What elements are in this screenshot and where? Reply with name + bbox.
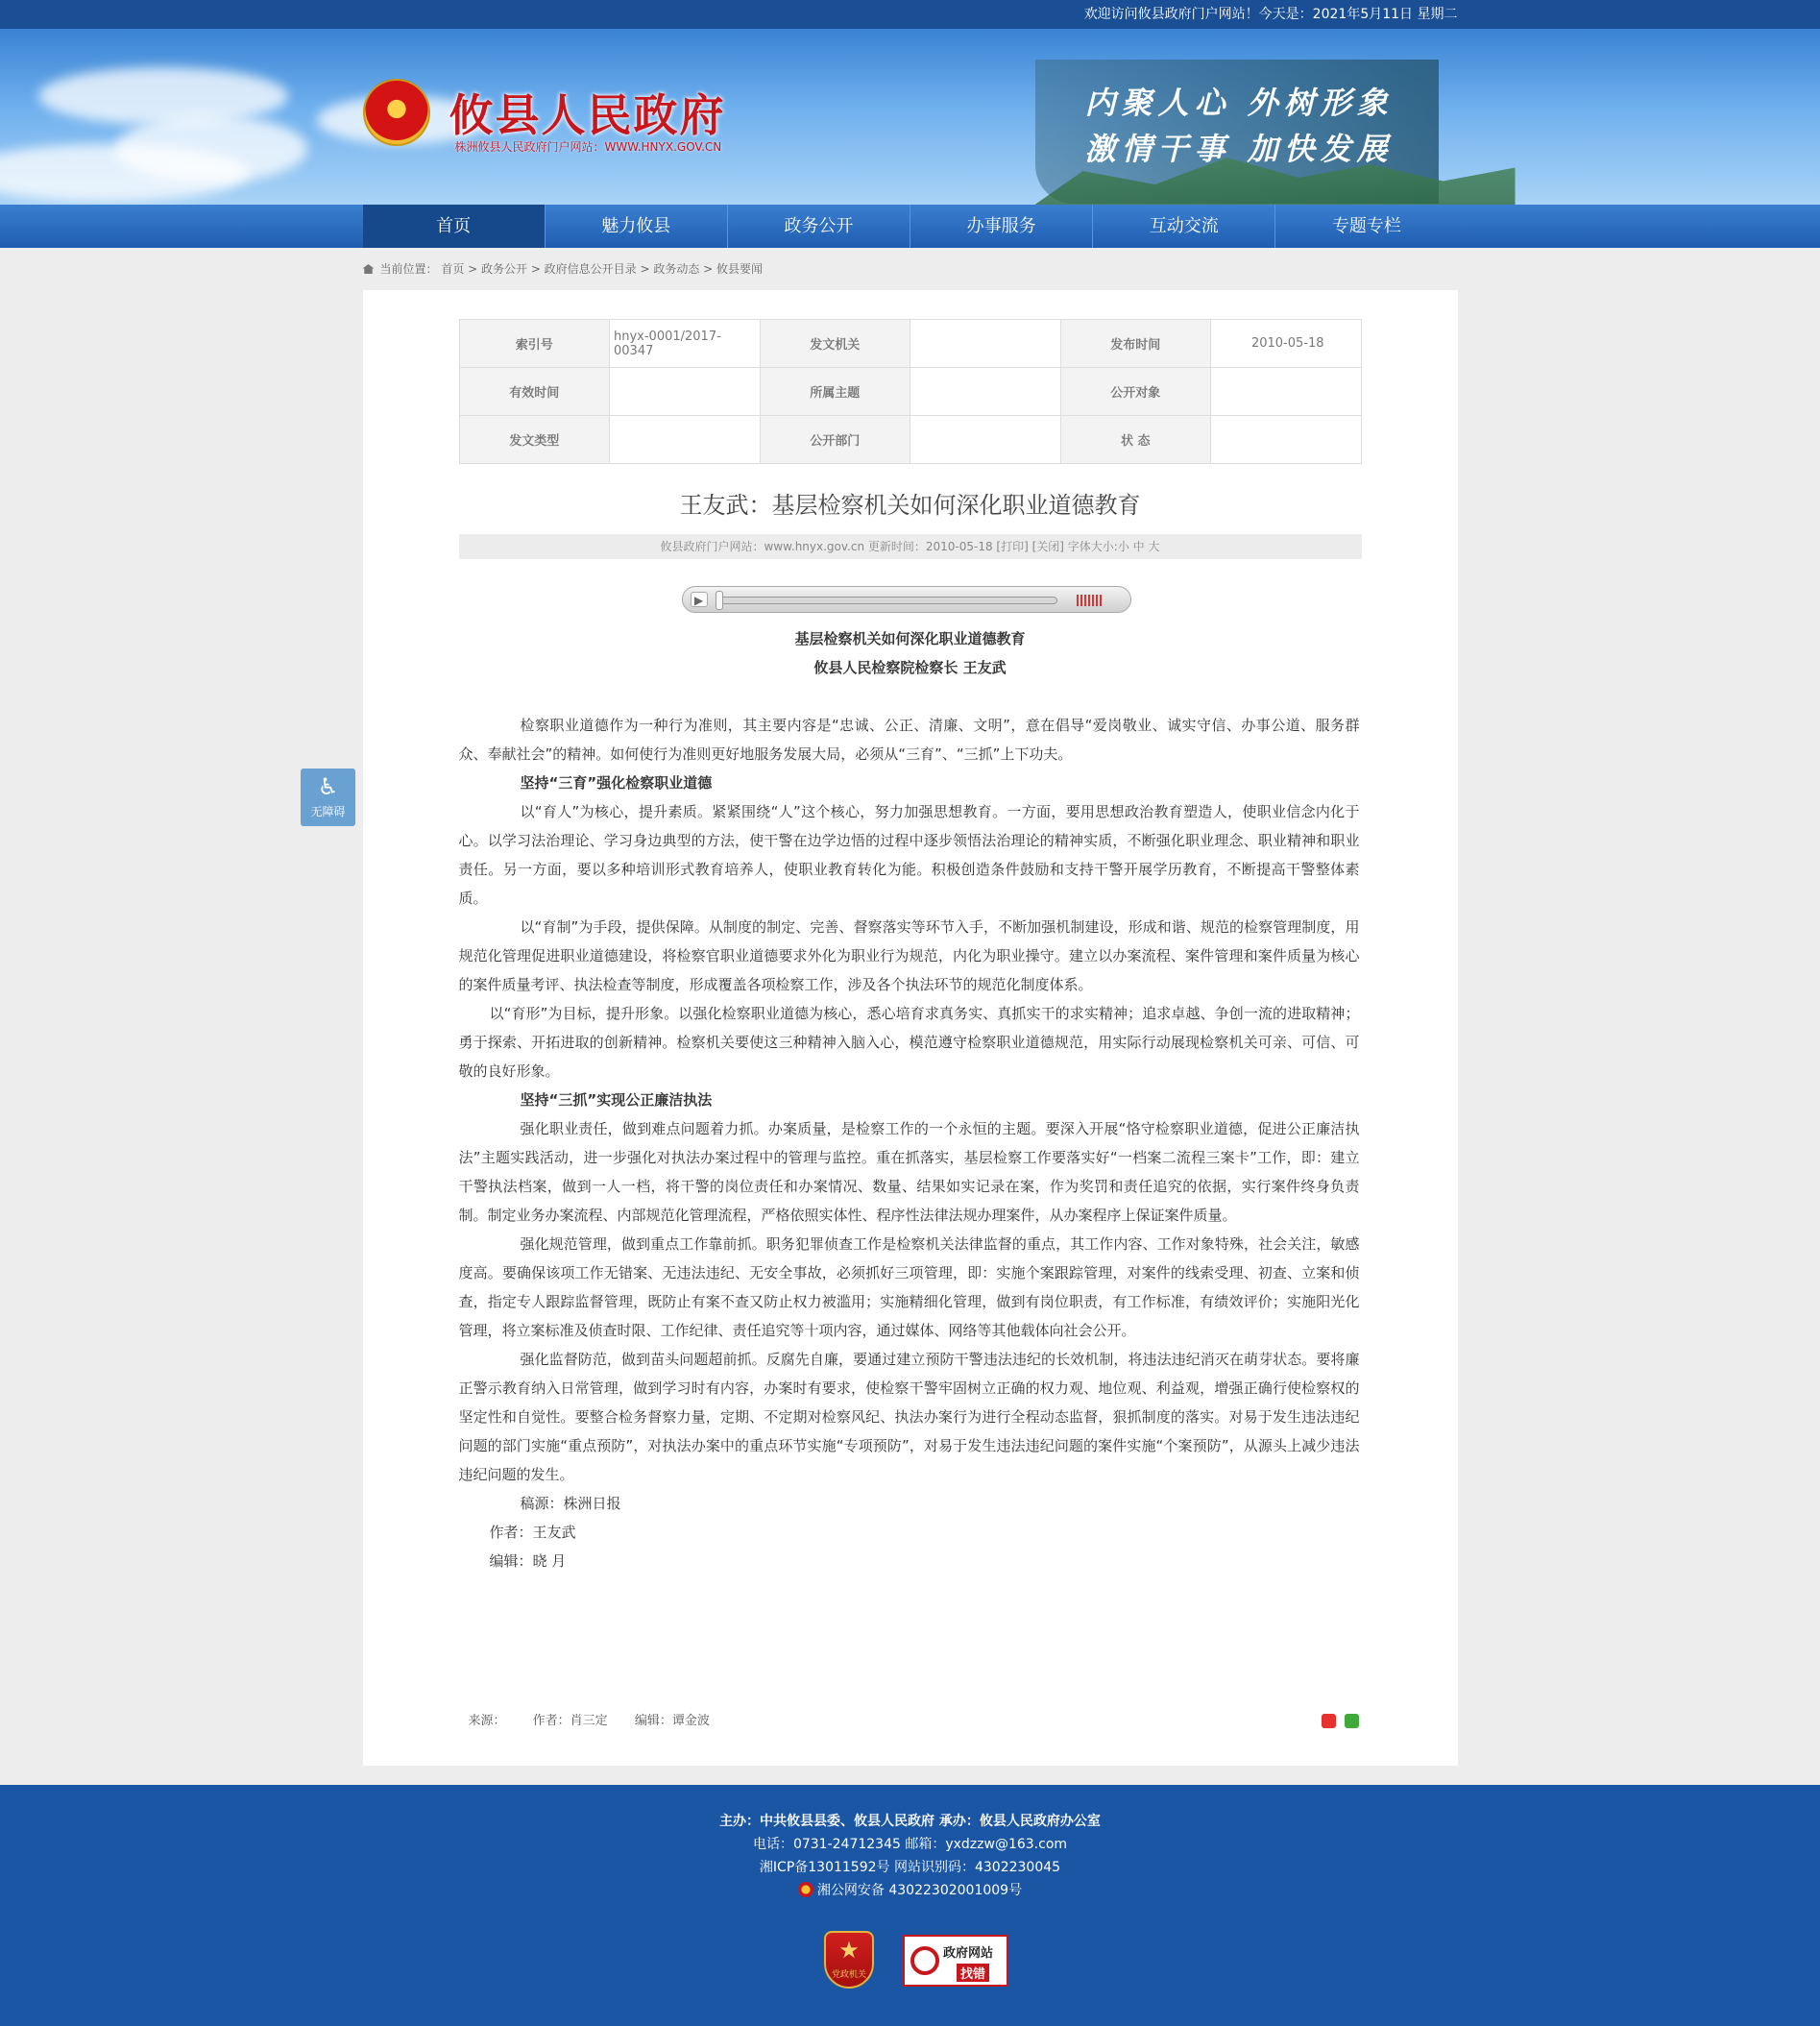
party-government-badge[interactable] xyxy=(824,1931,874,1989)
meta-label-department: 公开部门 xyxy=(760,416,910,464)
accessibility-label: 无障碍 xyxy=(310,805,346,818)
article-section-heading: 坚持“三育”强化检察职业道德 xyxy=(520,774,713,792)
national-emblem-icon xyxy=(363,79,430,146)
article-paragraph: 稿源：株洲日报 xyxy=(520,1495,621,1512)
header-banner xyxy=(0,29,1820,205)
meta-label-status: 状 态 xyxy=(1060,416,1211,464)
article-section-heading: 坚持“三抓”实现公正廉洁执法 xyxy=(520,1091,713,1109)
footer-icp[interactable]: 湘ICP备13011592号 网站识别码：4302230045 xyxy=(759,1860,1061,1875)
document-meta-table xyxy=(459,319,1362,464)
nav-home[interactable]: 首页 xyxy=(363,205,546,248)
meta-label-publish-date: 发布时间 xyxy=(1060,320,1211,368)
party-badge-label: 党政机关 xyxy=(831,1970,866,1980)
bottom-source: 来源： xyxy=(468,1714,506,1728)
content-panel xyxy=(363,290,1458,1766)
find-error-badge[interactable] xyxy=(903,1935,1008,1987)
star-emblem-icon: ★ xyxy=(838,1937,860,1964)
play-icon[interactable]: ▶ xyxy=(691,592,708,607)
site-name[interactable]: 攸县人民政府 xyxy=(449,89,726,141)
bottom-editor: 编辑：谭金波 xyxy=(634,1714,710,1728)
find-error-title: 政府网站 xyxy=(943,1946,994,1961)
article-body xyxy=(459,711,1360,1575)
breadcrumb-text[interactable]: 当前位置： 首页 > 政务公开 > 政府信息公开目录 > 政务动态 > 攸县要闻 xyxy=(379,262,764,276)
bottom-meta xyxy=(469,1710,733,1728)
top-bar xyxy=(0,0,1820,29)
meta-value-doc-type xyxy=(610,416,761,464)
nav-special-topics[interactable]: 专题专栏 xyxy=(1331,216,1401,236)
volume-icon[interactable] xyxy=(1077,595,1104,606)
meta-value-issuer xyxy=(910,320,1061,368)
article-byline: 攸县人民检察院检察长 王友武 xyxy=(813,659,1007,676)
nav-charm-youxian[interactable]: 魅力攸县 xyxy=(546,205,728,248)
article-title: 王友武：基层检察机关如何深化职业道德教育 xyxy=(679,492,1141,519)
meta-label-valid-time: 有效时间 xyxy=(459,368,610,416)
welcome-text: 欢迎访问攸县政府门户网站！今天是：2021年5月11日 星期二 xyxy=(1083,7,1458,22)
meta-value-index: hnyx-0001/2017-00347 xyxy=(610,320,761,368)
bottom-author: 作者：肖三定 xyxy=(532,1714,608,1728)
meta-label-audience: 公开对象 xyxy=(1060,368,1211,416)
nav-government-affairs[interactable]: 政务公开 xyxy=(728,205,910,248)
meta-label-index: 索引号 xyxy=(459,320,610,368)
magnifier-icon xyxy=(910,1946,939,1975)
meta-value-audience xyxy=(1211,368,1362,416)
police-badge-icon xyxy=(798,1882,813,1897)
article-info-bar[interactable]: 攸县政府门户网站：www.hnyx.gov.cn 更新时间：2010-05-18 [打印] [关闭] 字体大小:小 中 大 xyxy=(459,534,1362,559)
article-paragraph: 检察职业道德作为一种行为准则，其主要内容是“忠诚、公正、清廉、文明”，意在倡导“爱岗敬业、诚实守信、办事公道、服务群众、奉献社会”的精神。如何使行为准则更好地服务发展大局，必须从“三育”、“三抓”上下功夫。 xyxy=(458,717,1360,763)
find-error-label: 找错 xyxy=(957,1964,989,1982)
seek-track[interactable] xyxy=(717,597,1057,604)
article-paragraph: 编辑：晓 月 xyxy=(489,1552,567,1570)
article-paragraph: 强化监督防范，做到苗头问题超前抓。反腐先自廉，要通过建立预防干警违法违纪的长效机制，将违法违纪消灭在萌芽状态。要将廉正警示教育纳入日常管理，做到学习时有内容，办案时有要求，使检察干警牢固树立正确的权力观、地位观、利益观，增强正确行使检察权的坚定性和自觉性。要整合检务督察力量，定期、不定期对检察风纪、执法办案行为进行全程动态监督，狠抓制度的落实。对易于发生违法违纪问题的部门实施“重点预防”，对执法办案中的重点环节实施“专项预防”，对易于发生违法违纪问题的案件实施“个案预防”，从源头上减少违法违纪问题的发生。 xyxy=(458,1351,1360,1483)
article-paragraph: 作者：王友武 xyxy=(489,1524,576,1541)
footer-sponsor: 主办：中共攸县县委、攸县人民政府 承办：攸县人民政府办公室 xyxy=(719,1814,1101,1829)
nav-interaction[interactable]: 互动交流 xyxy=(1093,205,1275,248)
wechat-share-icon[interactable] xyxy=(1345,1714,1359,1728)
site-url: 株洲攸县人民政府门户网站：WWW.HNYX.GOV.CN xyxy=(454,140,722,154)
meta-value-topic xyxy=(910,368,1061,416)
wheelchair-icon: ♿ xyxy=(317,773,339,800)
weibo-share-icon[interactable] xyxy=(1322,1714,1336,1728)
footer-contact: 电话：0731-24712345 邮箱：yxdzzw@163.com xyxy=(752,1837,1068,1852)
meta-value-valid-time xyxy=(610,368,761,416)
article-paragraph: 以“育人”为核心，提升素质。紧紧围绕“人”这个核心，努力加强思想教育。一方面，要用思想政治教育塑造人，使职业信念内化于心。以学习法治理论、学习身边典型的方法，使干警在边学边悟的过程中逐步领悟法治理论的精神实质，不断强化职业理念、职业精神和职业责任。另一方面，要以多种培训形式教育培养人，使职业教育转化为能。积极创造条件鼓励和支持干警开展学历教育，不断提高干警整体素质。 xyxy=(458,803,1360,907)
audio-player[interactable] xyxy=(682,586,1131,613)
breadcrumb xyxy=(363,248,1458,290)
share-bar xyxy=(1318,1714,1359,1732)
footer xyxy=(0,1785,1820,2026)
article-paragraph: 以“育形”为目标，提升形象。以强化检察职业道德为核心，悉心培育求真务实、真抓实干的求实精神；追求卓越、争创一流的进取精神；勇于探索、开拓进取的创新精神。检察机关要使这三种精神入脑入心，模范遵守检察职业道德规范，用实际行动展现检察机关可亲、可信、可敬的良好形象。 xyxy=(458,1005,1360,1080)
home-icon xyxy=(363,264,375,274)
meta-label-topic: 所属主题 xyxy=(760,368,910,416)
article-paragraph: 以“育制”为手段，提供保障。从制度的制定、完善、督察落实等环节入手，不断加强机制建设，形成和谐、规范的检察管理制度，用规范化管理促进职业道德建设，将检察官职业道德要求外化为职业行为规范，内化为职业操守。建立以办案流程、案件管理和案件质量为核心的案件质量考评、执法检查等制度，形成覆盖各项检察工作，涉及各个执法环节的规范化制度体系。 xyxy=(458,918,1360,993)
article-subtitle: 基层检察机关如何深化职业道德教育 xyxy=(794,630,1026,647)
main-nav xyxy=(0,205,1820,248)
seek-handle[interactable] xyxy=(716,591,723,610)
meta-label-doc-type: 发文类型 xyxy=(459,416,610,464)
meta-value-department xyxy=(910,416,1061,464)
slogan-line-1: 内聚人心 外树形象 xyxy=(1084,85,1394,121)
accessibility-button[interactable] xyxy=(301,769,355,826)
meta-value-publish-date: 2010-05-18 xyxy=(1211,320,1362,368)
nav-services[interactable]: 办事服务 xyxy=(910,205,1093,248)
article-paragraph: 强化职业责任，做到难点问题着力抓。办案质量，是检察工作的一个永恒的主题。要深入开展“恪守检察职业道德，促进公正廉洁执法”主题实践活动，进一步强化对执法办案过程中的管理与监控。重在抓落实，基层检察工作要落实好“一档案二流程三案卡”工作，即：建立干警执法档案，做到一人一档，将干警的岗位责任和办案情况、数量、结果如实记录在案，作为奖罚和责任追究的依据，实行案件终身负责制。制定业务办案流程、内部规范化管理流程，严格依照实体性、程序性法律法规办理案件，从办案程序上保证案件质量。 xyxy=(458,1120,1360,1224)
slogan-line-2: 激情干事 加快发展 xyxy=(1084,131,1394,167)
meta-value-status xyxy=(1211,416,1362,464)
meta-label-issuer: 发文机关 xyxy=(760,320,910,368)
footer-public-security[interactable]: 湘公网安备 43022302001009号 xyxy=(816,1883,1023,1898)
article-paragraph: 强化规范管理，做到重点工作靠前抓。职务犯罪侦查工作是检察机关法律监督的重点，其工作内容、工作对象特殊，社会关注，敏感度高。要确保该项工作无错案、无违法违纪、无安全事故，必须抓好三项管理，即：实施个案跟踪管理，对案件的线索受理、初查、立案和侦查，指定专人跟踪监督管理，既防止有案不查又防止权力被滥用；实施精细化管理，做到有岗位职责，有工作标准，有绩效评价；实施阳光化管理，将立案标准及侦查时限、工作纪律、责任追究等十项内容，通过媒体、网络等其他载体向社会公开。 xyxy=(458,1235,1360,1339)
